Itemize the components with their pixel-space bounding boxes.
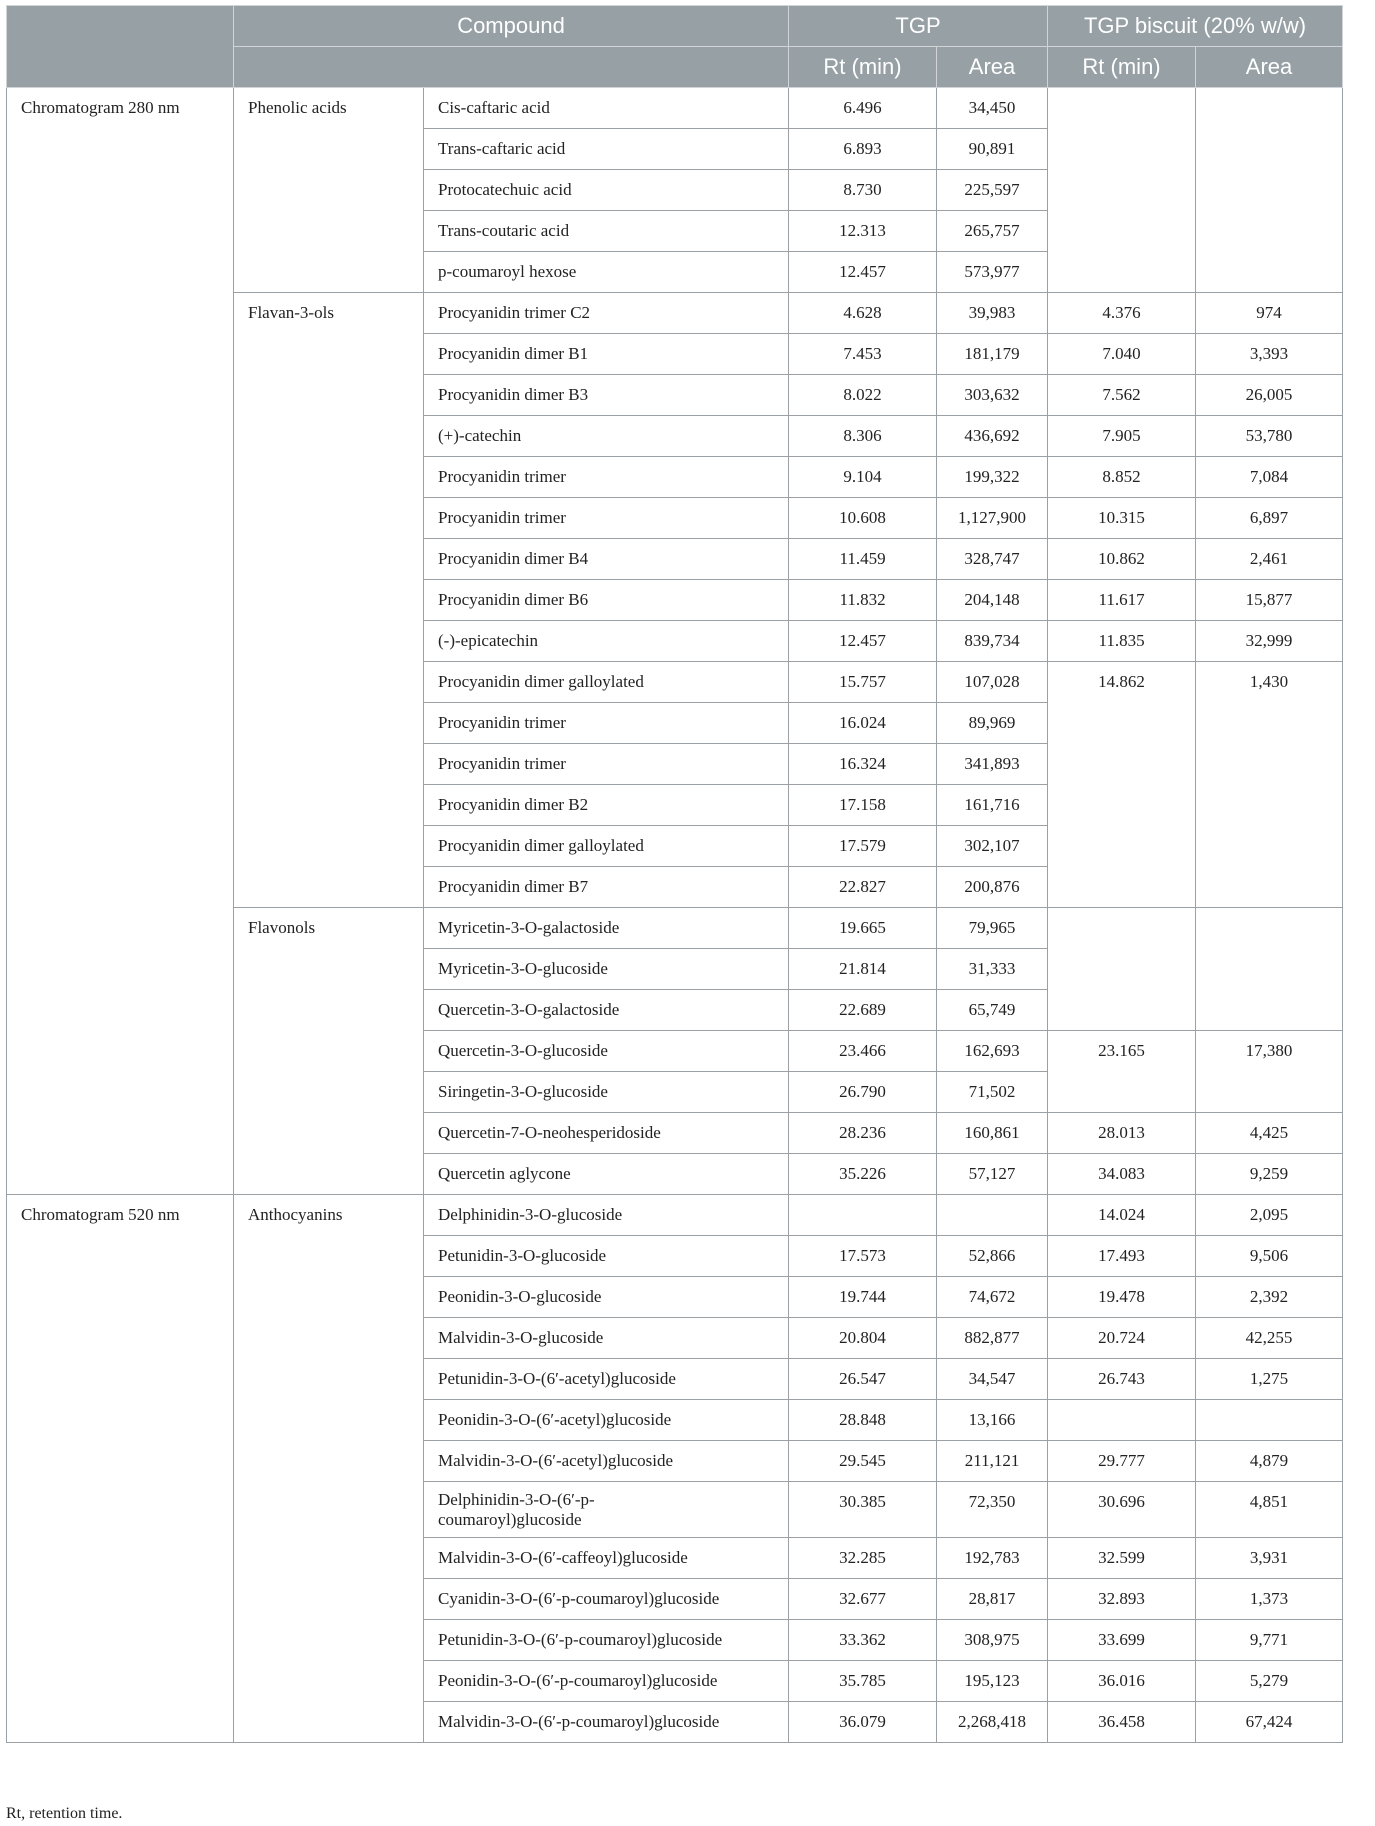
- tgp-area-cell: 52,866: [937, 1236, 1048, 1277]
- tgp-area-cell: 107,028: [937, 662, 1048, 703]
- tgp-rt-cell: 32.677: [789, 1579, 937, 1620]
- biscuit-rt-cell: 8.852: [1048, 457, 1196, 498]
- biscuit-area-cell: [1196, 1400, 1343, 1441]
- compound-name: Procyanidin dimer B7: [424, 867, 789, 908]
- tgp-rt-cell: 16.324: [789, 744, 937, 785]
- biscuit-area-cell: 32,999: [1196, 621, 1343, 662]
- tgp-rt-cell: 20.804: [789, 1318, 937, 1359]
- compound-name: Procyanidin trimer: [424, 744, 789, 785]
- tgp-area-cell: 34,450: [937, 88, 1048, 129]
- table-body: [7, 88, 1343, 1743]
- biscuit-area-cell: [1196, 88, 1343, 293]
- biscuit-area-cell: [1196, 908, 1343, 1031]
- tgp-area-cell: 34,547: [937, 1359, 1048, 1400]
- biscuit-area-cell: 9,259: [1196, 1154, 1343, 1195]
- tgp-area-cell: 192,783: [937, 1538, 1048, 1579]
- tgp-rt-cell: 26.547: [789, 1359, 937, 1400]
- compound-name: Peonidin-3-O-(6′-acetyl)glucoside: [424, 1400, 789, 1441]
- biscuit-rt-cell: 30.696: [1048, 1482, 1196, 1538]
- tgp-rt-cell: 22.827: [789, 867, 937, 908]
- biscuit-rt-cell: 10.315: [1048, 498, 1196, 539]
- tgp-area-cell: 28,817: [937, 1579, 1048, 1620]
- tgp-area-cell: 225,597: [937, 170, 1048, 211]
- compound-name: Cis-caftaric acid: [424, 88, 789, 129]
- compound-name: Trans-coutaric acid: [424, 211, 789, 252]
- biscuit-area-cell: 67,424: [1196, 1702, 1343, 1743]
- tgp-rt-cell: 22.689: [789, 990, 937, 1031]
- tgp-rt-cell: 21.814: [789, 949, 937, 990]
- compounds-table: [6, 5, 1343, 1743]
- tgp-area-cell: 160,861: [937, 1113, 1048, 1154]
- tgp-rt-cell: [789, 1195, 937, 1236]
- tgp-area-cell: 436,692: [937, 416, 1048, 457]
- compound-name: Protocatechuic acid: [424, 170, 789, 211]
- compound-name: Procyanidin dimer B2: [424, 785, 789, 826]
- tgp-rt-cell: 30.385: [789, 1482, 937, 1538]
- biscuit-rt-cell: 17.493: [1048, 1236, 1196, 1277]
- biscuit-rt-cell: 32.599: [1048, 1538, 1196, 1579]
- tgp-rt-cell: 32.285: [789, 1538, 937, 1579]
- biscuit-area-cell: 974: [1196, 293, 1343, 334]
- tgp-rt-cell: 8.306: [789, 416, 937, 457]
- compound-name: Procyanidin trimer: [424, 703, 789, 744]
- group-label: Phenolic acids: [234, 88, 424, 293]
- compound-name: Quercetin-3-O-glucoside: [424, 1031, 789, 1072]
- biscuit-rt-cell: 7.562: [1048, 375, 1196, 416]
- biscuit-area-cell: 26,005: [1196, 375, 1343, 416]
- compound-name: Procyanidin dimer B6: [424, 580, 789, 621]
- biscuit-area-cell: 3,393: [1196, 334, 1343, 375]
- tgp-area-cell: 882,877: [937, 1318, 1048, 1359]
- compound-name: Procyanidin trimer: [424, 457, 789, 498]
- tgp-rt-cell: 11.832: [789, 580, 937, 621]
- group-label: Anthocyanins: [234, 1195, 424, 1743]
- tgp-area-cell: 199,322: [937, 457, 1048, 498]
- compound-name: Myricetin-3-O-glucoside: [424, 949, 789, 990]
- compound-name: Delphinidin-3-O-glucoside: [424, 1195, 789, 1236]
- biscuit-rt-cell: 10.862: [1048, 539, 1196, 580]
- biscuit-rt-cell: 29.777: [1048, 1441, 1196, 1482]
- tgp-rt-cell: 17.158: [789, 785, 937, 826]
- tgp-area-cell: 303,632: [937, 375, 1048, 416]
- biscuit-rt-cell: 7.905: [1048, 416, 1196, 457]
- biscuit-area-cell: 15,877: [1196, 580, 1343, 621]
- biscuit-rt-cell: 4.376: [1048, 293, 1196, 334]
- tgp-rt-cell: 29.545: [789, 1441, 937, 1482]
- tgp-area-cell: 89,969: [937, 703, 1048, 744]
- tgp-rt-cell: 6.893: [789, 129, 937, 170]
- biscuit-area-cell: 4,879: [1196, 1441, 1343, 1482]
- biscuit-area-cell: 4,425: [1196, 1113, 1343, 1154]
- tgp-area-cell: 302,107: [937, 826, 1048, 867]
- tgp-rt-cell: 12.457: [789, 621, 937, 662]
- biscuit-area-cell: 17,380: [1196, 1031, 1343, 1113]
- section-label: Chromatogram 280 nm: [7, 88, 234, 1195]
- compound-name: Siringetin-3-O-glucoside: [424, 1072, 789, 1113]
- header-tgp: TGP: [789, 6, 1048, 47]
- biscuit-rt-cell: 36.458: [1048, 1702, 1196, 1743]
- compound-name: Trans-caftaric acid: [424, 129, 789, 170]
- compound-name: (+)-catechin: [424, 416, 789, 457]
- tgp-rt-cell: 19.744: [789, 1277, 937, 1318]
- compound-name: (-)-epicatechin: [424, 621, 789, 662]
- tgp-rt-cell: 16.024: [789, 703, 937, 744]
- header-compound-sub: [234, 47, 789, 88]
- biscuit-rt-cell: 33.699: [1048, 1620, 1196, 1661]
- header-tgp-area: Area: [937, 47, 1048, 88]
- compound-name: Peonidin-3-O-glucoside: [424, 1277, 789, 1318]
- compound-name: Procyanidin dimer galloylated: [424, 826, 789, 867]
- tgp-area-cell: 839,734: [937, 621, 1048, 662]
- tgp-rt-cell: 23.466: [789, 1031, 937, 1072]
- biscuit-rt-cell: 11.617: [1048, 580, 1196, 621]
- tgp-rt-cell: 8.022: [789, 375, 937, 416]
- tgp-area-cell: 161,716: [937, 785, 1048, 826]
- compound-name: Malvidin-3-O-(6′-acetyl)glucoside: [424, 1441, 789, 1482]
- header-biscuit-area: Area: [1196, 47, 1343, 88]
- biscuit-rt-cell: 32.893: [1048, 1579, 1196, 1620]
- tgp-rt-cell: 8.730: [789, 170, 937, 211]
- biscuit-area-cell: 9,771: [1196, 1620, 1343, 1661]
- header-tgp-rt: Rt (min): [789, 47, 937, 88]
- biscuit-rt-cell: [1048, 908, 1196, 1031]
- biscuit-rt-cell: 11.835: [1048, 621, 1196, 662]
- table-row: [7, 88, 1343, 129]
- compound-name: Quercetin-3-O-galactoside: [424, 990, 789, 1031]
- tgp-rt-cell: 10.608: [789, 498, 937, 539]
- table-header: [7, 6, 1343, 88]
- tgp-area-cell: 2,268,418: [937, 1702, 1048, 1743]
- tgp-area-cell: [937, 1195, 1048, 1236]
- biscuit-rt-cell: 36.016: [1048, 1661, 1196, 1702]
- tgp-area-cell: 328,747: [937, 539, 1048, 580]
- group-label: Flavonols: [234, 908, 424, 1195]
- biscuit-area-cell: 3,931: [1196, 1538, 1343, 1579]
- tgp-rt-cell: 35.785: [789, 1661, 937, 1702]
- compound-name: Malvidin-3-O-(6′-caffeoyl)glucoside: [424, 1538, 789, 1579]
- tgp-rt-cell: 36.079: [789, 1702, 937, 1743]
- tgp-rt-cell: 28.848: [789, 1400, 937, 1441]
- tgp-area-cell: 57,127: [937, 1154, 1048, 1195]
- table-row: [7, 1195, 1343, 1236]
- compound-name: Peonidin-3-O-(6′-p-coumaroyl)glucoside: [424, 1661, 789, 1702]
- tgp-rt-cell: 7.453: [789, 334, 937, 375]
- biscuit-area-cell: 7,084: [1196, 457, 1343, 498]
- tgp-rt-cell: 15.757: [789, 662, 937, 703]
- tgp-area-cell: 79,965: [937, 908, 1048, 949]
- biscuit-area-cell: 2,095: [1196, 1195, 1343, 1236]
- tgp-rt-cell: 9.104: [789, 457, 937, 498]
- biscuit-area-cell: 5,279: [1196, 1661, 1343, 1702]
- compound-name: Petunidin-3-O-glucoside: [424, 1236, 789, 1277]
- section-label: Chromatogram 520 nm: [7, 1195, 234, 1743]
- compound-name: Cyanidin-3-O-(6′-p-coumaroyl)glucoside: [424, 1579, 789, 1620]
- tgp-rt-cell: 11.459: [789, 539, 937, 580]
- tgp-area-cell: 13,166: [937, 1400, 1048, 1441]
- tgp-rt-cell: 17.573: [789, 1236, 937, 1277]
- compound-name: Procyanidin trimer: [424, 498, 789, 539]
- compound-name: Procyanidin dimer B4: [424, 539, 789, 580]
- biscuit-area-cell: 9,506: [1196, 1236, 1343, 1277]
- tgp-area-cell: 162,693: [937, 1031, 1048, 1072]
- compound-name: Procyanidin dimer B1: [424, 334, 789, 375]
- footnote: Rt, retention time.: [6, 1805, 123, 1822]
- tgp-area-cell: 71,502: [937, 1072, 1048, 1113]
- compound-name: Myricetin-3-O-galactoside: [424, 908, 789, 949]
- tgp-area-cell: 74,672: [937, 1277, 1048, 1318]
- biscuit-rt-cell: 23.165: [1048, 1031, 1196, 1113]
- biscuit-rt-cell: 14.862: [1048, 662, 1196, 908]
- tgp-area-cell: 90,891: [937, 129, 1048, 170]
- biscuit-area-cell: 2,392: [1196, 1277, 1343, 1318]
- header-tgp-biscuit: TGP biscuit (20% w/w): [1048, 6, 1343, 47]
- compound-name: Petunidin-3-O-(6′-acetyl)glucoside: [424, 1359, 789, 1400]
- tgp-area-cell: 573,977: [937, 252, 1048, 293]
- tgp-rt-cell: 28.236: [789, 1113, 937, 1154]
- compound-name: Malvidin-3-O-glucoside: [424, 1318, 789, 1359]
- biscuit-rt-cell: 7.040: [1048, 334, 1196, 375]
- header-biscuit-rt: Rt (min): [1048, 47, 1196, 88]
- compound-name: p-coumaroyl hexose: [424, 252, 789, 293]
- tgp-rt-cell: 35.226: [789, 1154, 937, 1195]
- compound-name: Procyanidin dimer B3: [424, 375, 789, 416]
- compound-name: Delphinidin-3-O-(6′-p-coumaroyl)glucoside: [424, 1482, 789, 1538]
- biscuit-area-cell: 1,275: [1196, 1359, 1343, 1400]
- tgp-rt-cell: 33.362: [789, 1620, 937, 1661]
- compound-name: Procyanidin trimer C2: [424, 293, 789, 334]
- biscuit-rt-cell: 34.083: [1048, 1154, 1196, 1195]
- tgp-rt-cell: 12.457: [789, 252, 937, 293]
- tgp-rt-cell: 26.790: [789, 1072, 937, 1113]
- tgp-area-cell: 200,876: [937, 867, 1048, 908]
- compound-name: Quercetin aglycone: [424, 1154, 789, 1195]
- biscuit-rt-cell: 20.724: [1048, 1318, 1196, 1359]
- biscuit-area-cell: 42,255: [1196, 1318, 1343, 1359]
- header-compound: Compound: [234, 6, 789, 47]
- tgp-area-cell: 204,148: [937, 580, 1048, 621]
- tgp-area-cell: 195,123: [937, 1661, 1048, 1702]
- compound-name: Petunidin-3-O-(6′-p-coumaroyl)glucoside: [424, 1620, 789, 1661]
- tgp-area-cell: 181,179: [937, 334, 1048, 375]
- tgp-area-cell: 1,127,900: [937, 498, 1048, 539]
- biscuit-area-cell: 1,430: [1196, 662, 1343, 908]
- tgp-rt-cell: 4.628: [789, 293, 937, 334]
- biscuit-area-cell: 53,780: [1196, 416, 1343, 457]
- biscuit-area-cell: 6,897: [1196, 498, 1343, 539]
- header-blank: [7, 6, 234, 88]
- compound-name: Procyanidin dimer galloylated: [424, 662, 789, 703]
- group-label: Flavan-3-ols: [234, 293, 424, 908]
- compound-name: Quercetin-7-O-neohesperidoside: [424, 1113, 789, 1154]
- biscuit-rt-cell: 28.013: [1048, 1113, 1196, 1154]
- tgp-area-cell: 265,757: [937, 211, 1048, 252]
- biscuit-rt-cell: 14.024: [1048, 1195, 1196, 1236]
- tgp-area-cell: 65,749: [937, 990, 1048, 1031]
- biscuit-area-cell: 2,461: [1196, 539, 1343, 580]
- biscuit-rt-cell: [1048, 88, 1196, 293]
- tgp-area-cell: 308,975: [937, 1620, 1048, 1661]
- biscuit-rt-cell: 19.478: [1048, 1277, 1196, 1318]
- tgp-area-cell: 72,350: [937, 1482, 1048, 1538]
- biscuit-rt-cell: [1048, 1400, 1196, 1441]
- biscuit-area-cell: 1,373: [1196, 1579, 1343, 1620]
- tgp-area-cell: 211,121: [937, 1441, 1048, 1482]
- biscuit-rt-cell: 26.743: [1048, 1359, 1196, 1400]
- tgp-rt-cell: 19.665: [789, 908, 937, 949]
- tgp-area-cell: 39,983: [937, 293, 1048, 334]
- tgp-area-cell: 31,333: [937, 949, 1048, 990]
- tgp-area-cell: 341,893: [937, 744, 1048, 785]
- compound-name: Malvidin-3-O-(6′-p-coumaroyl)glucoside: [424, 1702, 789, 1743]
- tgp-rt-cell: 17.579: [789, 826, 937, 867]
- tgp-rt-cell: 6.496: [789, 88, 937, 129]
- tgp-rt-cell: 12.313: [789, 211, 937, 252]
- biscuit-area-cell: 4,851: [1196, 1482, 1343, 1538]
